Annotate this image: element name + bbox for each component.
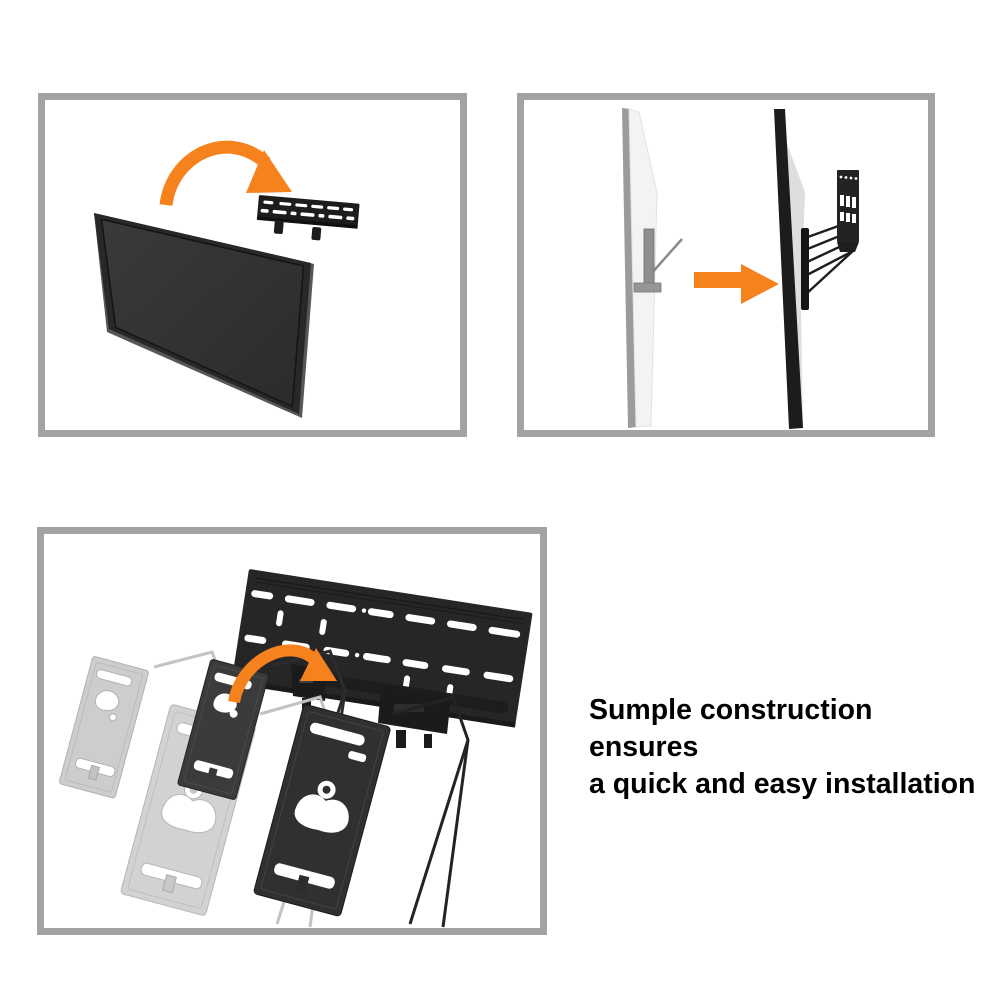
caption-line-1: Sumple construction ensures	[589, 694, 873, 763]
tv-mount-side-illustration	[801, 170, 859, 310]
caption	[589, 692, 989, 803]
tv-side-illustration	[774, 109, 805, 429]
panel-wall-side-view-mounting	[517, 93, 935, 437]
side-view-mounting-illustration	[524, 100, 928, 430]
tv-and-bracket-illustration	[45, 100, 460, 430]
panel-tv-and-wall-bracket	[38, 93, 467, 437]
exploded-construction-illustration	[44, 534, 540, 928]
right-arrow-icon	[694, 264, 779, 304]
panel-exploded-bracket-construction	[37, 527, 547, 935]
tv-illustration	[94, 213, 314, 418]
wall-bracket-illustration	[256, 195, 360, 244]
caption-line-2: a quick and easy installation	[589, 768, 976, 800]
plate-hook-center	[378, 686, 451, 748]
